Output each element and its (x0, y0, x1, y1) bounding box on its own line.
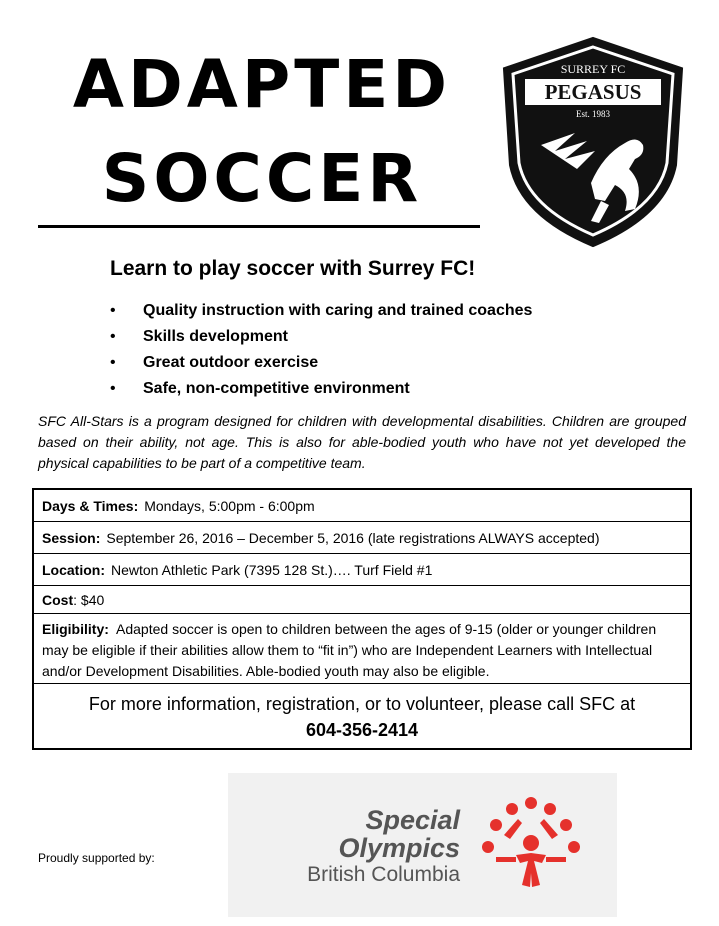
days-value: Mondays, 5:00pm - 6:00pm (144, 497, 315, 514)
eligibility-row (34, 614, 690, 684)
days-times-row (34, 490, 690, 522)
program-description: SFC All-Stars is a program designed for children with developmental disabilities. Children are grouped based on their ability, not age. This is also for able-bodied youth who have not yet developed the physical capabilities to be part of a competitive team. (38, 413, 686, 471)
cost-label: Cost (42, 591, 74, 608)
list-item: • Skills development (110, 327, 532, 353)
special-olympics-wordmark (245, 806, 460, 888)
location-label: Location: (42, 561, 105, 578)
title-adapted: ADAPTED (72, 46, 452, 123)
surrey-fc-pegasus-crest (495, 35, 691, 249)
contact-info (34, 684, 690, 743)
list-item: • Great outdoor exercise (110, 353, 532, 379)
location-value: Newton Athletic Park (7395 128 St.)…. Turf Field #1 (111, 561, 433, 578)
title-divider (38, 225, 480, 228)
tagline: Learn to play soccer with Surrey FC! (110, 257, 476, 280)
eligibility-label: Eligibility: (42, 621, 109, 637)
crest-name: PEGASUS (544, 80, 642, 104)
sponsor-line3: British Columbia (307, 863, 460, 886)
sponsor-line2: Olympics (338, 833, 460, 863)
feature-list (110, 301, 532, 405)
supported-by-label: Proudly supported by: (38, 851, 155, 865)
session-value: September 26, 2016 – December 5, 2016 (late registrations ALWAYS accepted) (106, 529, 600, 546)
session-row (34, 522, 690, 554)
days-label: Days & Times: (42, 497, 139, 514)
crest-established: Est. 1983 (575, 109, 611, 119)
session-label: Session: (42, 529, 101, 546)
contact-text: For more information, registration, or to volunteer, please call SFC at (88, 694, 636, 714)
list-item: • Quality instruction with caring and trained coaches (110, 301, 532, 327)
sponsor-line1: Special (365, 805, 460, 835)
list-item: • Safe, non-competitive environment (110, 379, 532, 405)
location-row (34, 554, 690, 586)
program-details-box (32, 488, 692, 750)
eligibility-value: Adapted soccer is open to children between the ages of 9-15 (older or younger children may be eligible if their abilities allow them to “fit in”) who are Independent Learners with Intellectual and/or Development Disabilities. Able-bodied youth may also be eligible. (42, 621, 657, 679)
cost-row (34, 586, 690, 614)
crest-top-text: SURREY FC (560, 62, 626, 76)
cost-value: : $40 (73, 591, 105, 608)
title-soccer: SOCCER (101, 140, 423, 217)
special-olympics-figure-icon (476, 795, 586, 895)
contact-phone: 604-356-2414 (305, 720, 419, 740)
